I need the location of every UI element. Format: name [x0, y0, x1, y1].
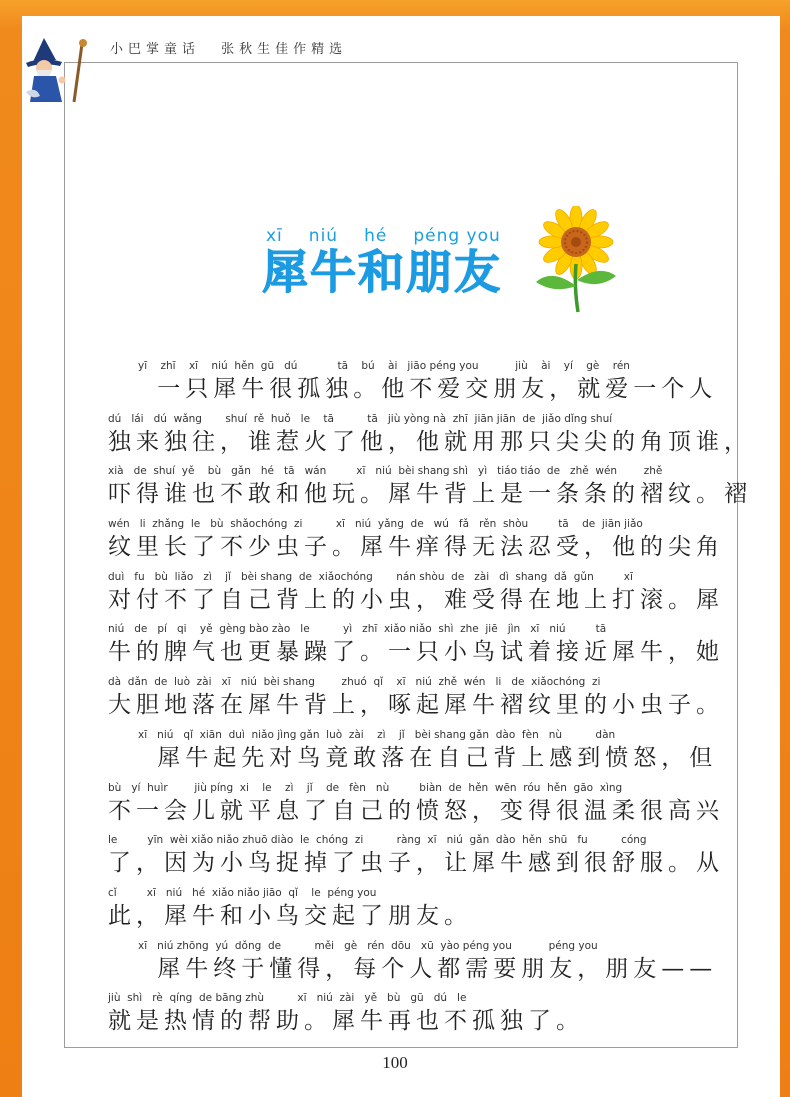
- title-text: 犀牛和朋友: [262, 245, 502, 299]
- hanzi-line: 犀牛起先对鸟竟敢落在自己背上感到愤怒，但: [108, 744, 718, 771]
- pinyin-line: duì fu bù liǎo zì jǐ bèi shang de xiǎochóng nán shòu de zài dì shang dǎ gǔn xī: [108, 570, 633, 583]
- title-pinyin-syllable: hé: [364, 226, 388, 246]
- pinyin-line: xià de shuí yě bù gǎn hé tā wán xī niú bèi shang shì yì tiáo tiáo de zhě wén zhě: [108, 465, 663, 478]
- running-header: [110, 38, 347, 57]
- story-body: [108, 358, 752, 1043]
- story-title: [262, 226, 512, 298]
- hanzi-line: 此，犀牛和小鸟交起了朋友。: [108, 902, 472, 929]
- text-line: [108, 358, 718, 411]
- text-line: [108, 885, 718, 938]
- pinyin-line: cǐ xī niú hé xiǎo niǎo jiāo qǐ le péng you: [108, 886, 377, 899]
- series-title: 小巴掌童话: [110, 42, 201, 57]
- pinyin-line: yī zhī xī niú hěn gū dú tā bú ài jiāo péng you jiù ài yí gè rén: [108, 360, 630, 372]
- text-line: [108, 832, 724, 885]
- text-line: [108, 411, 752, 464]
- hanzi-line: 不一会儿就平息了自己的愤怒，变得很温柔很高兴: [108, 797, 724, 824]
- pinyin-line: le yīn wèi xiǎo niǎo zhuō diào le chóng zi ràng xī niú gǎn dào hěn shū fu cóng: [108, 834, 647, 847]
- text-line: [108, 780, 724, 833]
- pinyin-line: xī niú qǐ xiān duì niǎo jìng gǎn luò zài zì jǐ bèi shang gǎn dào fèn nù dàn: [108, 728, 616, 741]
- title-pinyin-syllable: péng you: [413, 226, 501, 246]
- sunflower-icon: [530, 206, 620, 316]
- pinyin-line: jiù shì rè qíng de bāng zhù xī niú zài yě bù gū dú le: [108, 992, 467, 1005]
- text-line: [108, 727, 718, 780]
- pinyin-line: xī niú zhōng yú dǒng de měi gè rén dōu xū yào péng you péng you: [108, 939, 598, 952]
- wizard-mascot-icon: [22, 36, 100, 106]
- text-line: [108, 463, 752, 516]
- hanzi-line: 大胆地落在犀牛背上，啄起犀牛褶纹里的小虫子。: [108, 692, 724, 719]
- hanzi-line: 对付不了自己背上的小虫，难受得在地上打滚。犀: [108, 586, 724, 613]
- hanzi-line: 纹里长了不少虫子。犀牛痒得无法忍受，他的尖角: [108, 534, 724, 561]
- hanzi-line: 犀牛终于懂得，每个人都需要朋友，朋友——: [108, 955, 718, 982]
- pinyin-line: dú lái dú wǎng shuí rě huǒ le tā tā jiù yòng nà zhī jiān jiān de jiǎo dǐng shuí: [108, 412, 613, 425]
- title-pinyin-syllable: xī: [266, 226, 283, 246]
- page-number: 100: [382, 1053, 408, 1072]
- text-line: [108, 938, 718, 991]
- hanzi-line: 牛的脾气也更暴躁了。一只小鸟试着接近犀牛，她: [108, 639, 724, 666]
- text-line: [108, 516, 724, 569]
- title-pinyin: [266, 226, 512, 246]
- hanzi-line: 一只犀牛很孤独。他不爱交朋友，就爱一个人: [108, 376, 718, 402]
- pinyin-line: wén li zhǎng le bù shǎochóng zi xī niú yǎng de wú fǎ rěn shòu tā de jiān jiǎo: [108, 518, 643, 531]
- pinyin-line: dà dǎn de luò zài xī niú bèi shang zhuó qǐ xī niú zhě wén li de xiǎochóng zi: [108, 676, 601, 689]
- pinyin-line: niú de pí qi yě gèng bào zào le yì zhī xiǎo niǎo shì zhe jiē jìn xī niú tā: [108, 623, 607, 636]
- text-line: [108, 621, 724, 674]
- title-pinyin-syllable: niú: [308, 226, 339, 246]
- text-line: [108, 569, 724, 622]
- hanzi-line: 了，因为小鸟捉掉了虫子，让犀牛感到很舒服。从: [108, 850, 724, 877]
- hanzi-line: 吓得谁也不敢和他玩。犀牛背上是一条条的褶纹。褶: [108, 481, 752, 508]
- text-line: [108, 674, 724, 727]
- pinyin-line: bù yí huìr jiù píng xi le zì jǐ de fèn nù biàn de hěn wēn róu hěn gāo xìng: [108, 781, 623, 794]
- text-line: [108, 990, 718, 1043]
- hanzi-line: 独来独往，谁惹火了他，他就用那只尖尖的角顶谁，: [108, 428, 752, 455]
- series-subtitle: 张秋生佳作精选: [221, 42, 348, 57]
- hanzi-line: 就是热情的帮助。犀牛再也不孤独了。: [108, 1008, 584, 1035]
